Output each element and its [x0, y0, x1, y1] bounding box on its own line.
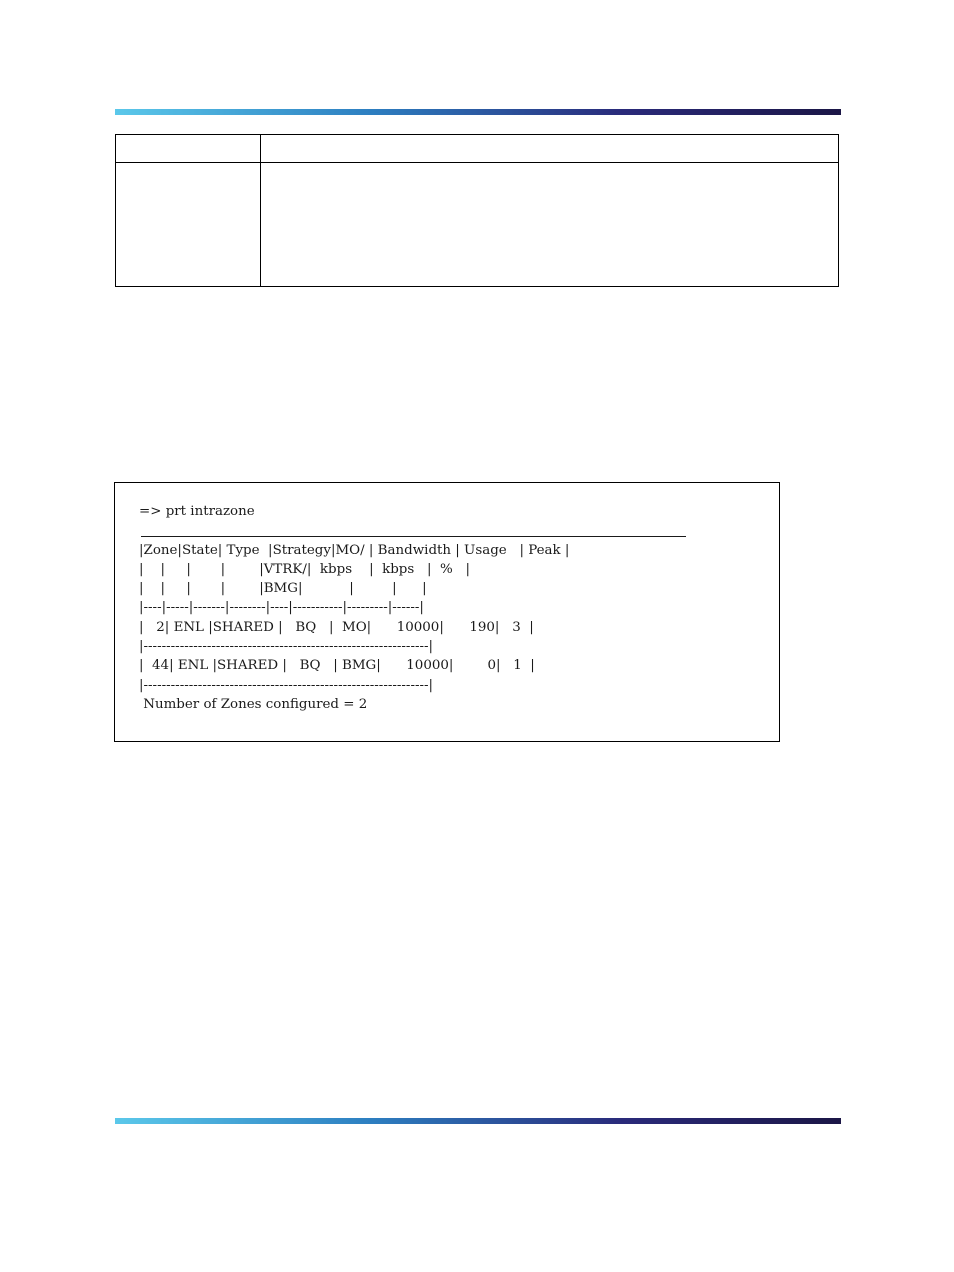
footer-rule: [115, 1118, 841, 1124]
terminal-line: | 44| ENL |SHARED | BQ | BMG| 10000| 0| 1 |: [139, 658, 535, 674]
terminal-output: [139, 502, 569, 714]
header-rule: [115, 109, 841, 115]
table-header-cell-1: [116, 135, 261, 163]
terminal-command: => prt intrazone: [139, 504, 255, 519]
table-header-cell-2: [261, 135, 839, 163]
terminal-line: |----|-----|-------|--------|----|-----------|---------|------|: [139, 600, 424, 616]
terminal-line: | 2| ENL |SHARED | BQ | MO| 10000| 190| 3 |: [139, 619, 534, 635]
terminal-top-rule: [141, 536, 686, 537]
table-row: [116, 163, 839, 287]
terminal-line: | | | | |BMG| | | |: [139, 581, 427, 597]
terminal-line: |Zone|State| Type |Strategy|MO/ | Bandwidth | Usage | Peak |: [139, 542, 570, 558]
table-header-row: [116, 135, 839, 163]
table-cell-1: [116, 163, 261, 287]
parameter-table: [115, 134, 839, 287]
header-rule-gradient: [115, 109, 841, 115]
terminal-line: |---------------------------------------------------------------|: [139, 639, 434, 655]
terminal-line: |---------------------------------------------------------------|: [139, 677, 434, 693]
footer-rule-gradient: [115, 1118, 841, 1124]
table-cell-2: [261, 163, 839, 287]
terminal-summary: Number of Zones configured = 2: [139, 696, 368, 712]
terminal-line: | | | | |VTRK/| kbps | kbps | % |: [139, 561, 471, 577]
